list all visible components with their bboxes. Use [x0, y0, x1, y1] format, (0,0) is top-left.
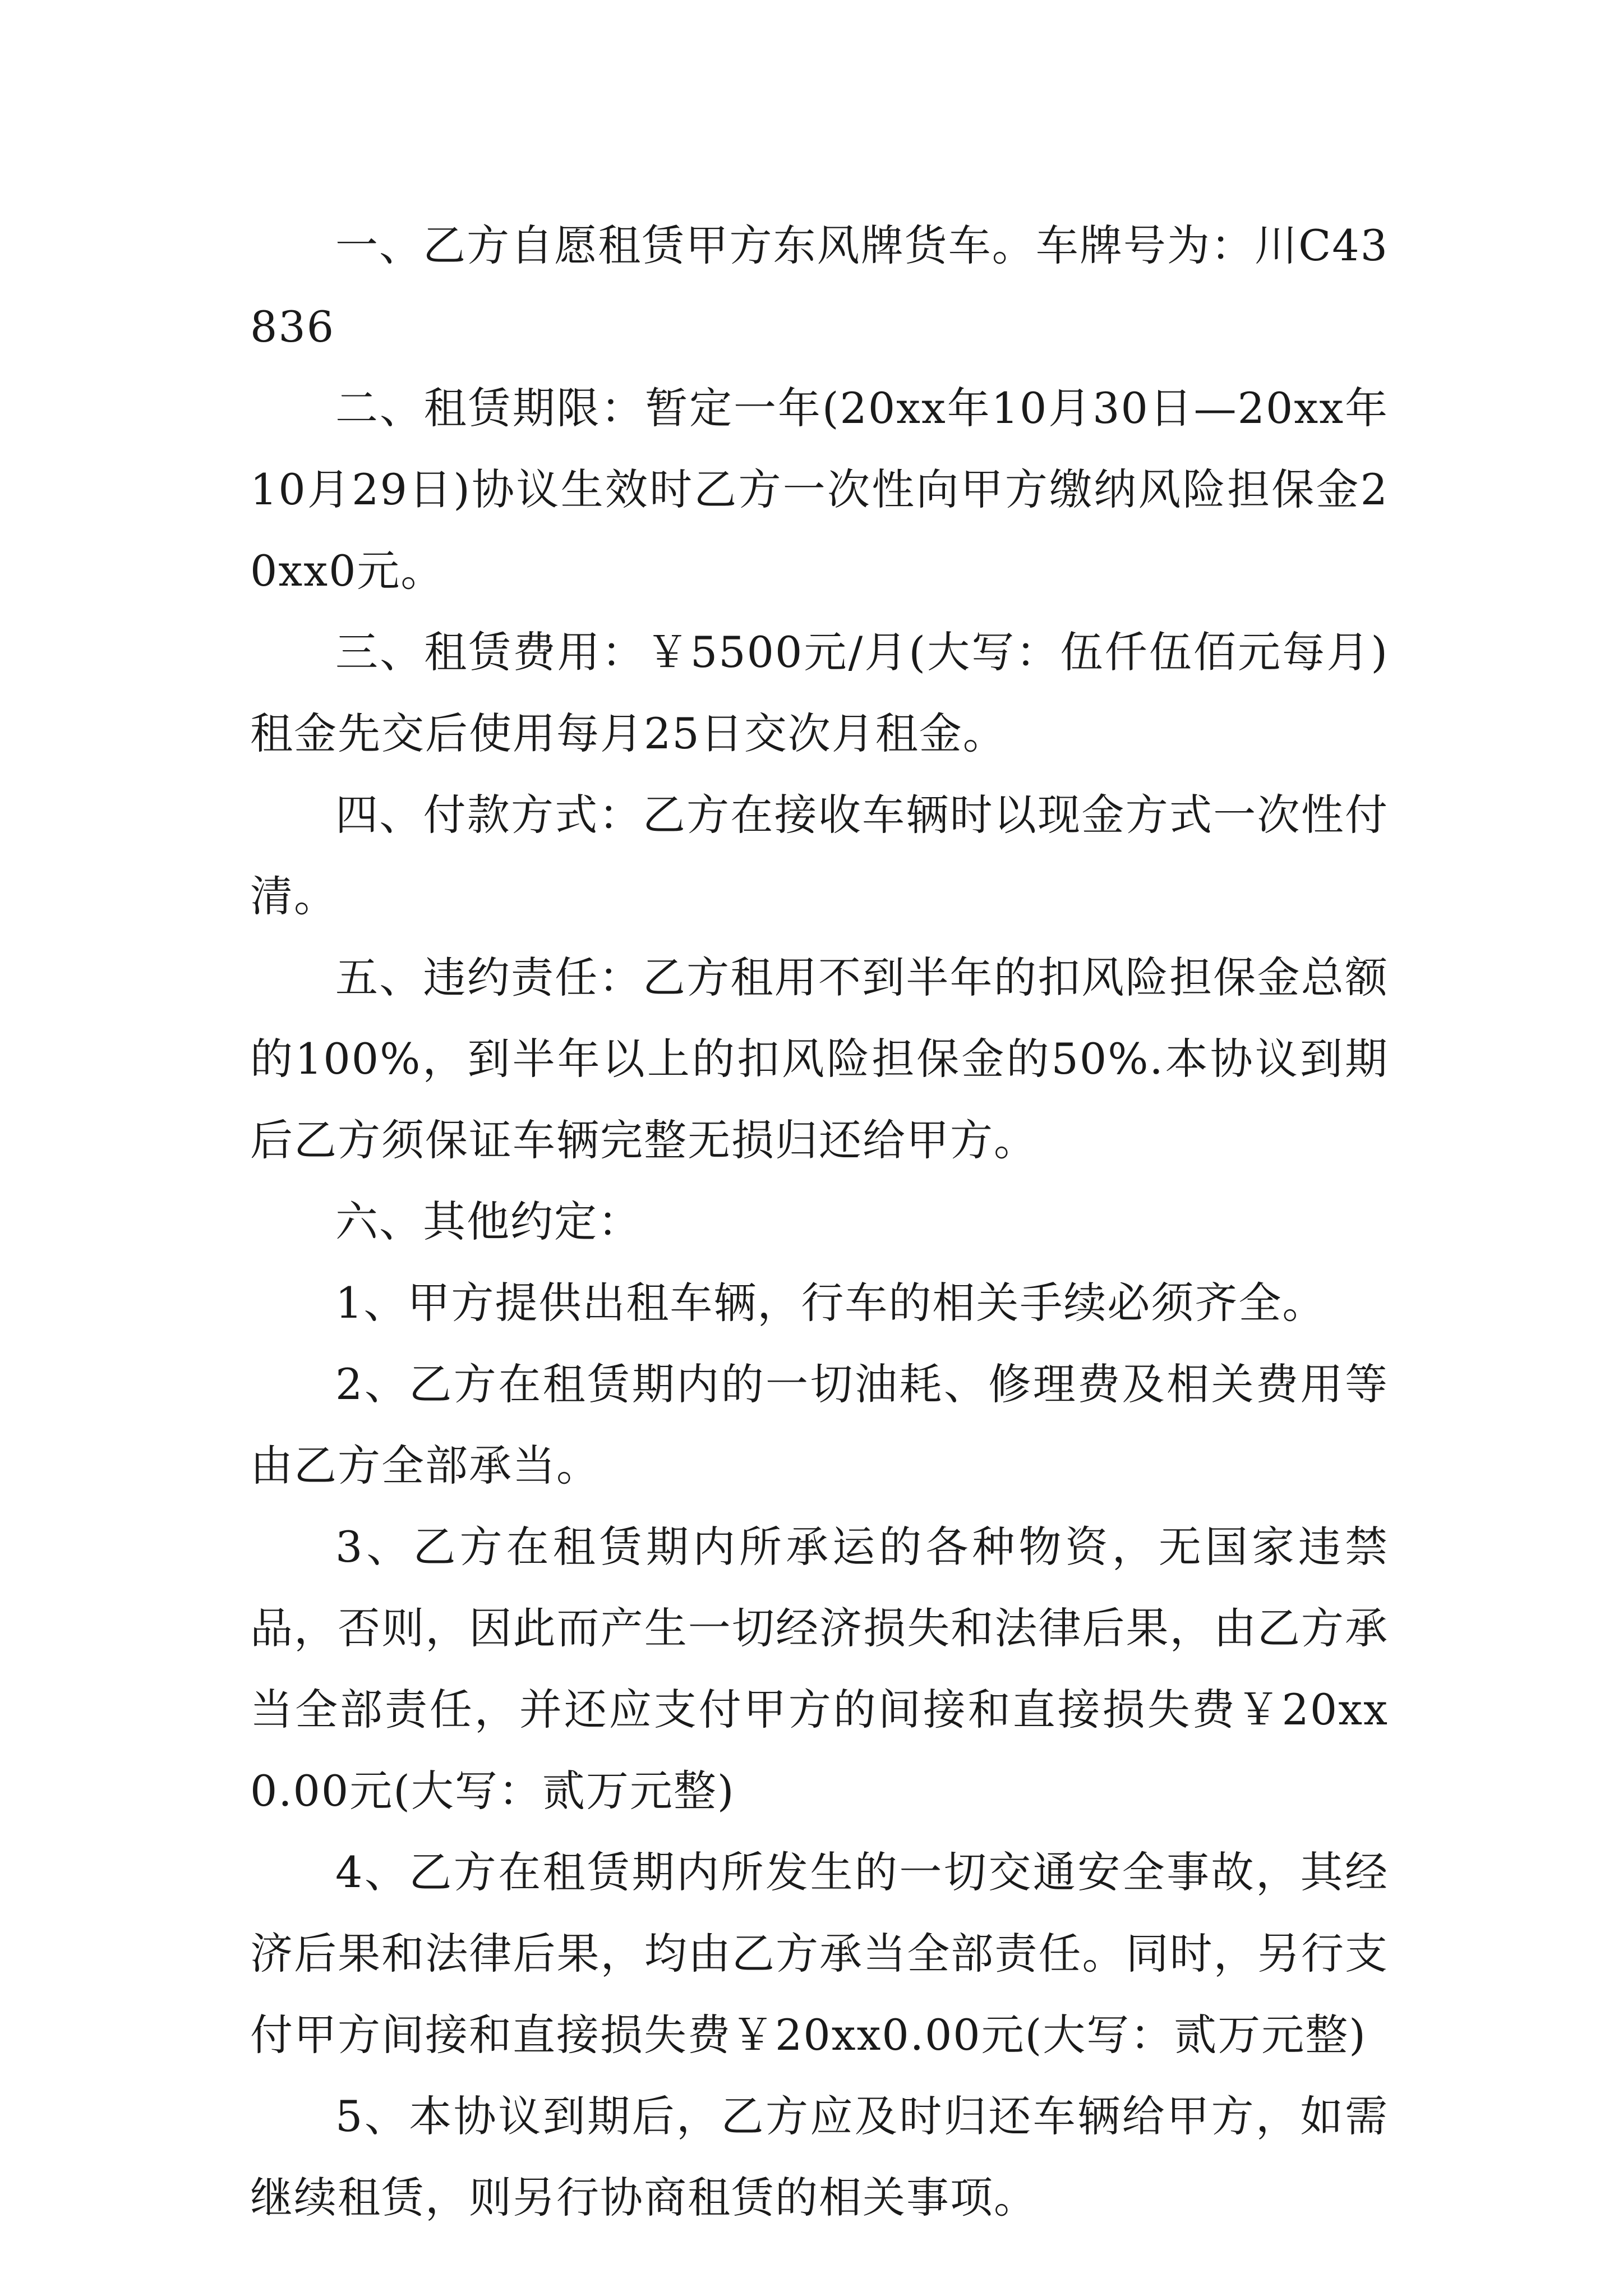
other-term-3: 3、乙方在租赁期内所承运的各种物资，无国家违禁品，否则，因此而产生一切经济损失和法律后果，由乙方承当全部责任，并还应支付甲方的间接和直接损失费￥20xx0.00元(大写：贰万元整) [250, 1522, 1389, 1816]
other-term-5: 5、本协议到期后，乙方应及时归还车辆给甲方，如需继续租赁，则另行协商租赁的相关事项。 [250, 2091, 1389, 2223]
clause-6-other-terms-heading: 六、其他约定： [335, 1197, 642, 1246]
clause-4-payment-method: 四、付款方式：乙方在接收车辆时以现金方式一次性付清。 [250, 790, 1389, 921]
other-term-4: 4、乙方在租赁期内所发生的一切交通安全事故，其经济后果和法律后果，均由乙方承当全部责任。同时，另行支付甲方间接和直接损失费￥20xx0.00元(大写：贰万元整) [250, 1847, 1389, 2060]
clause-5-breach-liability: 五、违约责任：乙方租用不到半年的扣风险担保金总额的100%，到半年以上的扣风险担保金的50%.本协议到期后乙方须保证车辆完整无损归还给甲方。 [250, 953, 1389, 1165]
clause-1-vehicle: 一、乙方自愿租赁甲方东风牌货车。车牌号为：川C43836 [250, 220, 1389, 352]
clause-2-lease-term: 二、租赁期限：暂定一年(20xx年10月30日—20xx年10月29日)协议生效时乙方一次性向甲方缴纳风险担保金20xx0元。 [250, 383, 1389, 596]
other-term-1: 1、甲方提供出租车辆，行车的相关手续必须齐全。 [335, 1278, 1326, 1328]
other-term-2: 2、乙方在租赁期内的一切油耗、修理费及相关费用等由乙方全部承当。 [250, 1359, 1389, 1490]
clause-3-lease-fee: 三、租赁费用：￥5500元/月(大写：伍仟伍佰元每月)租金先交后使用每月25日交次月租金。 [250, 627, 1389, 758]
document-body [250, 205, 1389, 2238]
